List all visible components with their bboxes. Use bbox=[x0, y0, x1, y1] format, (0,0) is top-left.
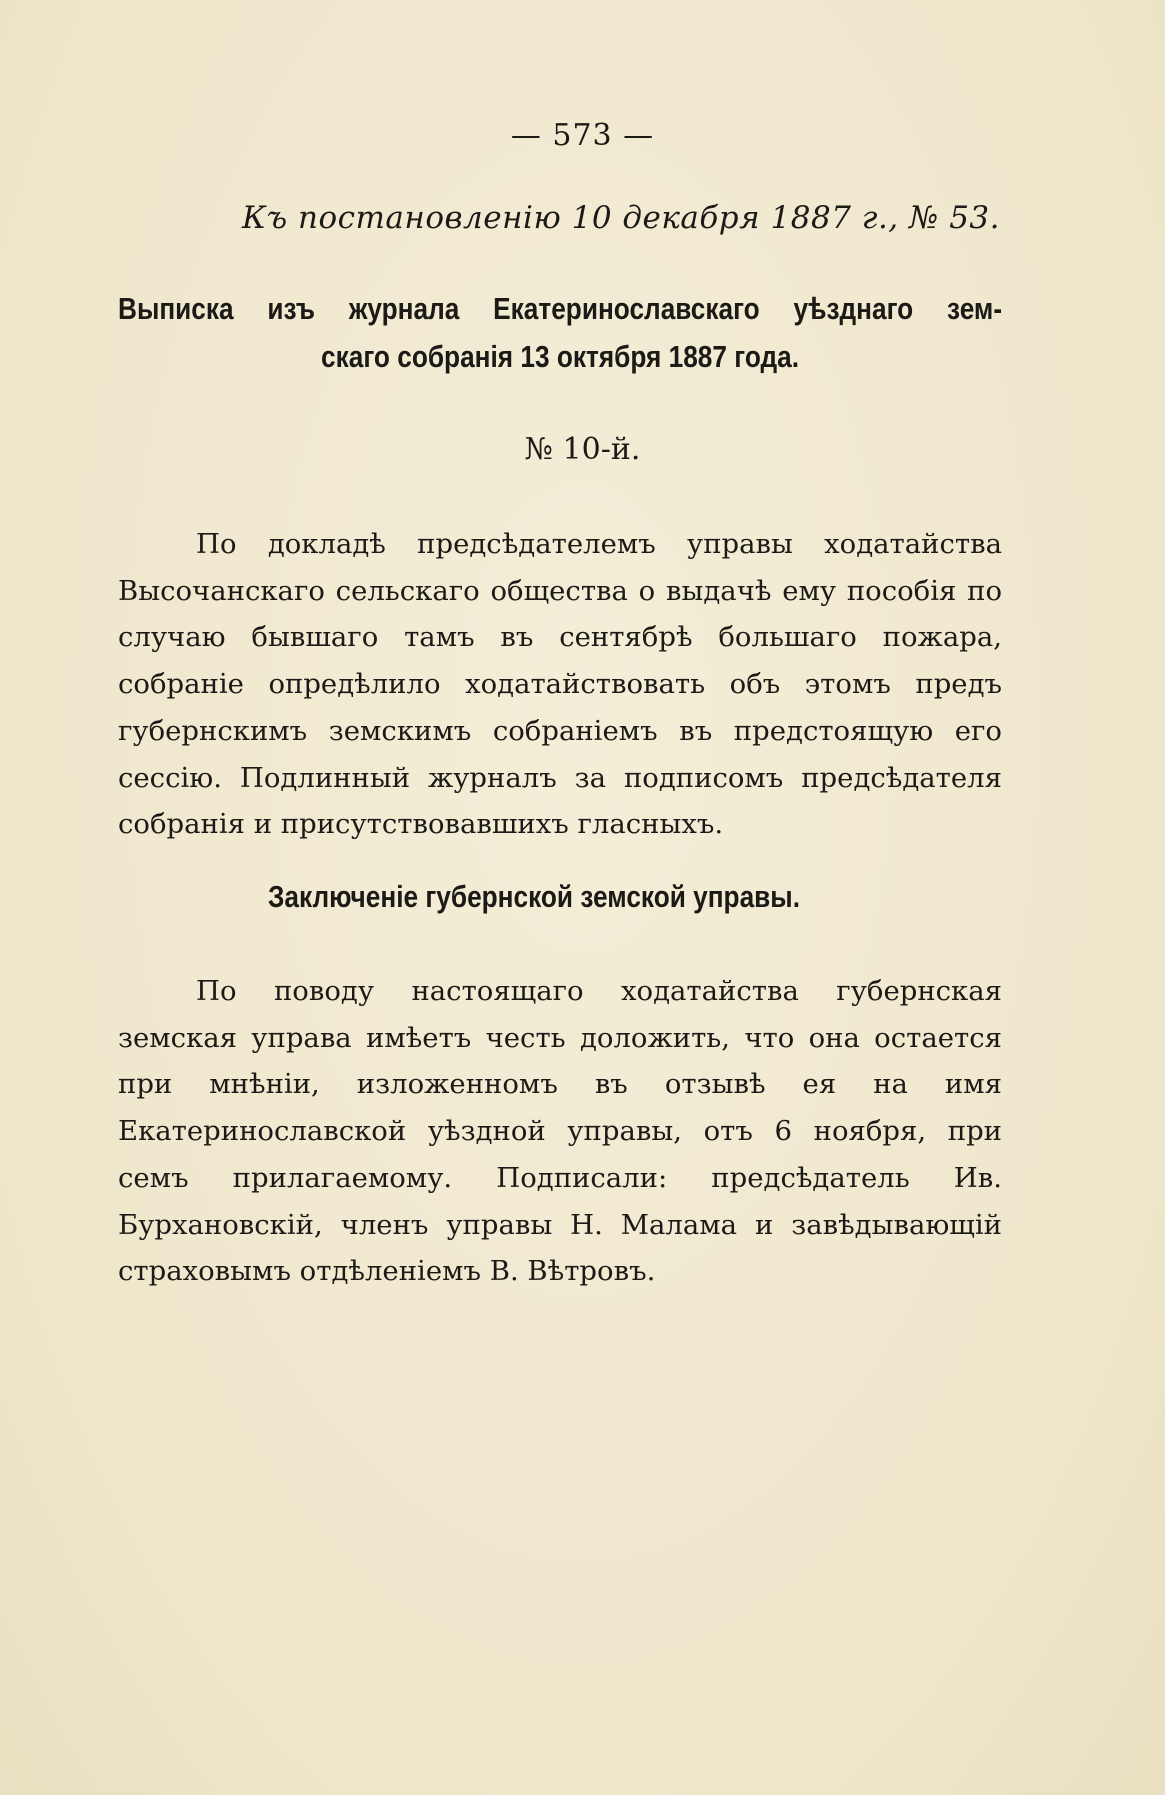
resolution-paragraph: По докладѣ предсѣдателемъ управы ходатайства Высочанскаго сельскаго общества о выдачѣ ему пособія по случаю бывшаго тамъ въ сентябрѣ большаго пожара, собраніе опредѣлило ходатайствовать объ этомъ предъ губернскимъ земскимъ собраніемъ въ предстоящую его сессію. Подлинный журналъ за подписомъ предсѣдателя собранія и присутствовавшихъ гласныхъ. bbox=[118, 528, 1002, 841]
conclusion-heading: Заключеніе губернской земской управы. bbox=[268, 880, 800, 914]
attachment-reference: Къ постановленію 10 декабря 1887 г., № 53. bbox=[242, 200, 1000, 236]
extract-title-line-2: скаго собранія 13 октября 1887 года. bbox=[321, 340, 800, 374]
extract-title-line-1: Выписка изъ журнала Екатеринославскаго уѣзднаго зем- bbox=[118, 292, 1003, 326]
resolution-number: № 10-й. bbox=[524, 432, 641, 467]
conclusion-paragraph: По поводу настоящаго ходатайства губернская земская управа имѣетъ честь доложить, что она остается при мнѣніи, изложенномъ въ отзывѣ ея на имя Екатеринославской уѣздной управы, отъ 6 ноября, при семъ прилагаемому. Подписали: предсѣдатель Ив. Бурхановскій, членъ управы Н. Малама и завѣдывающій страховымъ отдѣленіемъ В. Вѣтровъ. bbox=[118, 975, 1002, 1288]
page-number: — 573 — bbox=[510, 118, 655, 153]
extract-title bbox=[118, 285, 1003, 381]
